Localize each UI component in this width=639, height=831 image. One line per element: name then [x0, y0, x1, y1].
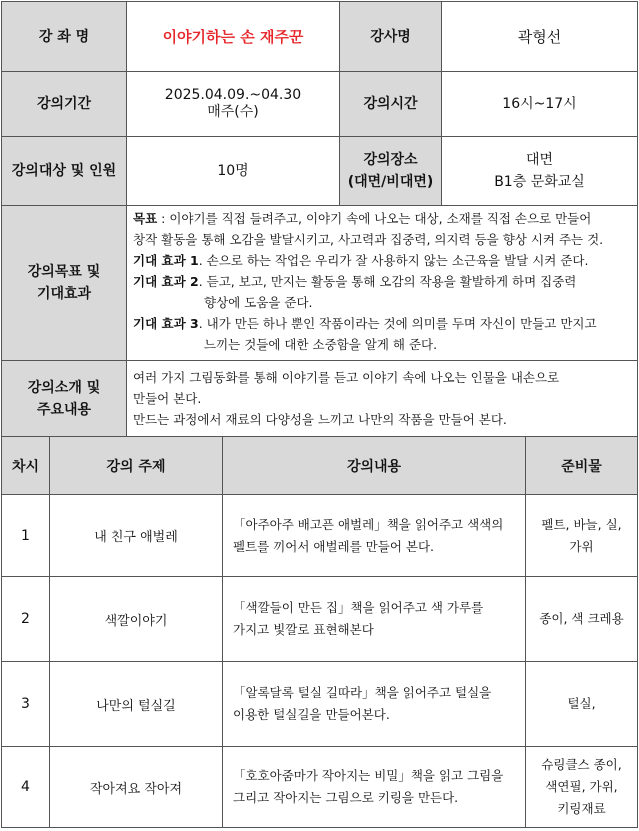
table-row — [2, 747, 638, 828]
session-content — [223, 662, 526, 747]
table-row — [2, 577, 638, 662]
materials-line-1: 종이, 색 크레용 — [539, 611, 624, 626]
intro-line-2: 만들어 본다. — [133, 391, 202, 406]
goal-text-2: 창작 활동을 통해 오감을 발달시키고, 사고력과 집중력, 의지력 등을 향상 시켜 주는 것. — [133, 232, 604, 247]
content-line-1: 「색깔들이 만든 집」책을 읽어주고 색 가루를 — [233, 600, 484, 615]
materials-line-1: 펠트, 바늘, 실, — [541, 516, 622, 532]
target-value: 10명 — [127, 137, 340, 206]
effect-1-text: . 손으로 하는 작업은 우리가 잘 사용하지 않는 소근육을 발달 시켜 준다. — [198, 253, 589, 268]
goals-label-line-1: 강의목표 및 — [27, 264, 101, 280]
session-content — [223, 495, 526, 577]
content-line-1: 「호호아줌마가 작아지는 비밀」책을 읽고 그림을 — [233, 768, 504, 783]
content-line-2: 그리고 작아지는 그림으로 키링을 만든다. — [233, 790, 459, 805]
session-content — [223, 747, 526, 828]
intro-row — [2, 361, 638, 437]
goal-key: 목표 — [133, 211, 158, 226]
effect-2-text-2: 향상에 도움을 준다. — [204, 295, 313, 310]
intro-label-line-2: 주요내용 — [36, 401, 92, 418]
place-value — [442, 137, 638, 206]
goals-row — [2, 206, 638, 361]
session-topic: 작아져요 작아져 — [50, 747, 223, 828]
place-type: 대면 — [525, 152, 554, 168]
intro-label — [2, 361, 127, 437]
period-row — [2, 72, 638, 137]
goals-label — [2, 206, 127, 361]
course-name-label: 강 좌 명 — [2, 2, 127, 72]
effect-1-key: 기대 효과 1 — [133, 253, 199, 268]
session-topic: 색깔이야기 — [50, 577, 223, 662]
table-row — [2, 662, 638, 747]
header-content: 강의내용 — [223, 437, 526, 495]
period-label: 강의기간 — [2, 72, 127, 137]
materials-line-1: 털실, — [567, 696, 596, 711]
effect-2-text-1: . 듣고, 보고, 만지는 활동을 통해 오감의 작용을 활발하게 하며 집중력 — [198, 274, 577, 289]
session-materials — [526, 662, 638, 747]
materials-line-1: 슈링클스 종이, — [541, 757, 622, 772]
content-line-2: 펠트를 끼어서 애벌레를 만들어 본다. — [233, 538, 434, 554]
effect-3-line — [133, 313, 631, 334]
content-line-2: 가지고 빛깔로 표현해본다 — [233, 622, 374, 637]
period-days: 매주(수) — [207, 104, 259, 120]
goals-text — [127, 206, 638, 361]
target-label: 강의대상 및 인원 — [2, 137, 127, 206]
materials-line-3: 키링재료 — [557, 801, 606, 816]
session-materials — [526, 577, 638, 662]
effect-1-line — [133, 250, 631, 271]
effect-3-text-2: 느끼는 것들에 대한 소중함을 알게 해 준다. — [204, 337, 438, 352]
schedule-header-row — [2, 437, 638, 495]
header-materials: 준비물 — [526, 437, 638, 495]
effect-3-key: 기대 효과 3 — [133, 316, 199, 331]
goal-text-1: : 이야기를 직접 들려주고, 이야기 속에 나오는 대상, 소재를 직접 손으로 만들어 — [157, 211, 592, 226]
session-number: 1 — [2, 495, 50, 577]
intro-line-1: 여러 가지 그림동화를 통해 이야기를 듣고 이야기 속에 나오는 인물을 내손으로 — [133, 370, 560, 385]
goals-label-line-2: 기대효과 — [36, 286, 92, 302]
session-materials — [526, 495, 638, 577]
content-line-2: 이용한 털실길을 만들어본다. — [233, 707, 390, 722]
period-dates: 2025.04.09.~04.30 — [164, 87, 302, 103]
course-info-table — [1, 1, 638, 437]
table-row — [2, 495, 638, 577]
session-number: 2 — [2, 577, 50, 662]
effect-2-line — [133, 271, 631, 292]
time-label: 강의시간 — [340, 72, 442, 137]
effect-2-key: 기대 효과 2 — [133, 274, 199, 289]
place-label-line-2: (대면/비대면) — [347, 174, 434, 190]
intro-label-line-1: 강의소개 및 — [27, 379, 101, 396]
period-value — [127, 72, 340, 137]
intro-line-3: 만드는 과정에서 재료의 다양성을 느끼고 나만의 작품을 만들어 본다. — [133, 412, 507, 427]
time-value: 16시~17시 — [442, 72, 638, 137]
goal-line — [133, 208, 631, 229]
content-line-1: 「아주아주 배고픈 애벌레」책을 읽어주고 색색의 — [233, 516, 504, 532]
intro-text — [127, 361, 638, 437]
schedule-table — [1, 436, 638, 828]
session-topic: 내 친구 애벌레 — [50, 495, 223, 577]
content-line-1: 「알록달록 털실 길따라」책을 읽어주고 털실을 — [233, 685, 492, 700]
place-room: B1층 문화교실 — [494, 174, 585, 190]
course-name-row — [2, 2, 638, 72]
instructor-label: 강사명 — [340, 2, 442, 72]
effect-3-text-1: . 내가 만든 하나 뿐인 작품이라는 것에 의미를 두며 자신이 만들고 만지고 — [198, 316, 597, 331]
target-row — [2, 137, 638, 206]
materials-line-2: 색연필, 가위, — [545, 779, 618, 794]
session-content — [223, 577, 526, 662]
session-number: 4 — [2, 747, 50, 828]
session-number: 3 — [2, 662, 50, 747]
header-session: 차시 — [2, 437, 50, 495]
header-topic: 강의 주제 — [50, 437, 223, 495]
instructor-name: 곽형선 — [442, 2, 638, 72]
materials-line-2: 가위 — [569, 538, 594, 554]
place-label-line-1: 강의장소 — [363, 152, 418, 168]
session-topic: 나만의 털실길 — [50, 662, 223, 747]
session-materials — [526, 747, 638, 828]
course-name: 이야기하는 손 재주꾼 — [127, 2, 340, 72]
place-label — [340, 137, 442, 206]
